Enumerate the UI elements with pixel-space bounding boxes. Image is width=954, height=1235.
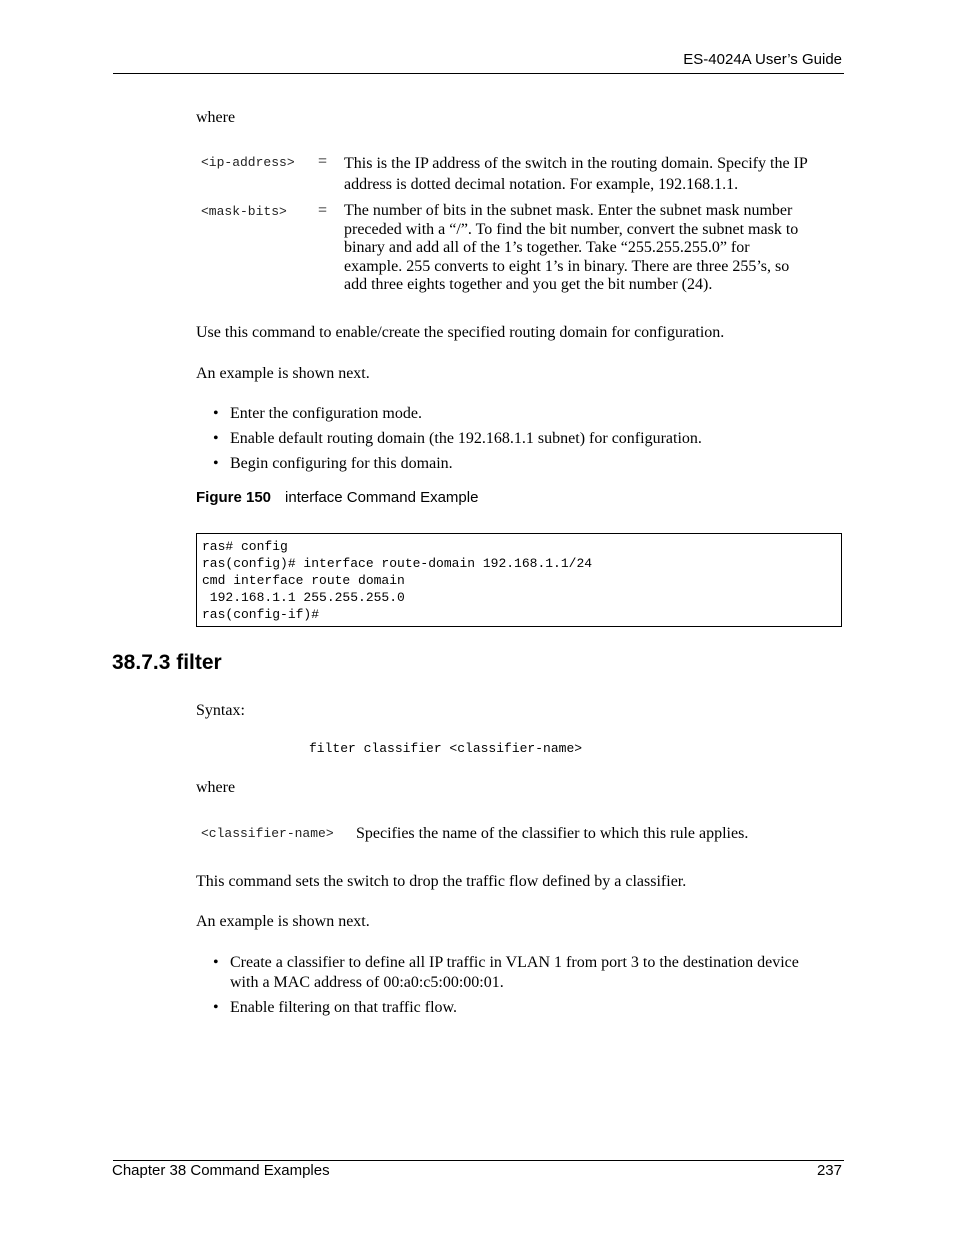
definition-line: example. 255 converts to eight 1’s in binary. There are three 255’s, so [344, 257, 790, 275]
definition-description-ip-address [344, 153, 839, 195]
code-example-box [196, 533, 842, 627]
figure-title: interface Command Example [285, 489, 479, 506]
bullet-item [213, 998, 843, 1018]
code-line: ras(config)# interface route-domain 192.168.1.1/24 [202, 556, 593, 571]
header-rule [113, 73, 844, 74]
bullet-dot: • [213, 405, 219, 422]
bullet-item [213, 454, 833, 474]
bullet-dot: • [213, 999, 219, 1016]
bullet-item [213, 429, 833, 449]
bullet-item [213, 953, 843, 992]
bullet-dot: • [213, 455, 219, 472]
bullet-text: Enter the configuration mode. [230, 405, 422, 422]
bullet-line: Create a classifier to define all IP traffic in VLAN 1 from port 3 to the destination device [230, 954, 799, 971]
code-line: ras(config-if)# [202, 607, 320, 622]
code-line: 192.168.1.1 255.255.255.0 [202, 590, 405, 605]
footer-rule [113, 1160, 844, 1161]
bullet-line: with a MAC address of 00:a0:c5:00:00:01. [230, 973, 504, 991]
definition-line: binary and add all of the 1’s together. Take “255.255.255.0” for [344, 239, 750, 256]
bullet-text [230, 953, 843, 992]
bullet-item [213, 404, 833, 424]
bullet-dot: • [213, 430, 219, 447]
bullet-text: Begin configuring for this domain. [230, 455, 453, 472]
section-heading: 38.7.3 filter [112, 651, 222, 674]
definition-term-ip-address: <ip-address> [201, 155, 295, 170]
definition-description-mask-bits [344, 202, 839, 295]
example-intro: An example is shown next. [196, 365, 370, 382]
code-line: ras# config [202, 539, 288, 554]
definition-line: add three eights together and you get the bit number (24). [344, 276, 713, 293]
running-header-title: ES-4024A User’s Guide [683, 51, 842, 68]
definition-equals: = [318, 202, 328, 219]
bullet-text: Enable filtering on that traffic flow. [230, 999, 458, 1016]
definition-line: preceded with a “/”. To find the bit number, convert the subnet mask to [344, 220, 799, 238]
syntax-code: filter classifier <classifier-name> [309, 741, 583, 756]
definition-description-classifier-name: Specifies the name of the classifier to which this rule applies. [356, 825, 749, 842]
definition-line: The number of bits in the subnet mask. Enter the subnet mask number [344, 202, 793, 219]
figure-caption [196, 489, 478, 506]
definition-line: address is dotted decimal notation. For example, 192.168.1.1. [344, 176, 739, 193]
bullet-text: Enable default routing domain (the 192.168.1.1 subnet) for configuration. [230, 430, 702, 447]
page-number: 237 [816, 1162, 842, 1179]
usage-paragraph: This command sets the switch to drop the traffic flow defined by a classifier. [196, 873, 687, 890]
bullet-dot: • [213, 954, 219, 971]
code-line: cmd interface route domain [202, 573, 405, 588]
figure-label: Figure 150 [196, 489, 272, 506]
definition-term-classifier-name: <classifier-name> [201, 826, 334, 841]
example-intro: An example is shown next. [196, 913, 370, 930]
usage-paragraph: Use this command to enable/create the specified routing domain for configuration. [196, 324, 725, 341]
where-label: where [196, 109, 236, 126]
syntax-label: Syntax: [196, 702, 245, 719]
definition-term-mask-bits: <mask-bits> [201, 204, 287, 219]
definition-equals: = [318, 153, 328, 170]
where-label: where [196, 779, 236, 796]
footer-chapter: Chapter 38 Command Examples [112, 1162, 330, 1179]
definition-line: This is the IP address of the switch in the routing domain. Specify the IP [344, 155, 808, 172]
